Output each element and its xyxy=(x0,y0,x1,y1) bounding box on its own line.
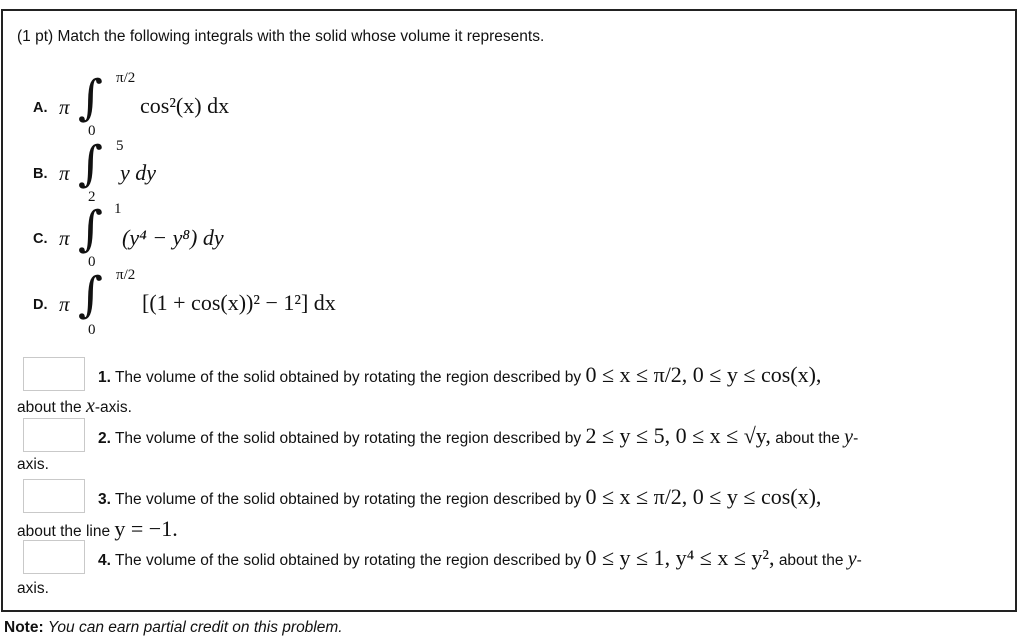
integrand: [(1 + cos(x))² − 1²] dx xyxy=(142,290,336,315)
lower-limit: 2 xyxy=(88,189,96,205)
axis-prefix: about the xyxy=(17,399,82,416)
pi-factor: π xyxy=(59,226,70,250)
partial-credit-note xyxy=(4,619,343,637)
problem-intro: (1 pt) Match the following integrals with the solid whose volume it represents. xyxy=(17,28,545,45)
lower-limit: 0 xyxy=(88,123,96,139)
integral-sign: ∫ xyxy=(78,201,104,257)
region-math: 0 ≤ x ≤ π/2, 0 ≤ y ≤ cos(x), xyxy=(585,484,822,509)
axis-prefix: about the line xyxy=(17,523,111,540)
pi-factor: π xyxy=(59,292,70,316)
question-number: 3. xyxy=(98,491,111,508)
pi-factor: π xyxy=(59,95,70,119)
pi-factor: π xyxy=(59,161,70,185)
upper-limit: 5 xyxy=(116,138,124,154)
question-text: The volume of the solid obtained by rotating the region described by xyxy=(114,430,582,447)
question-text: The volume of the solid obtained by rotating the region described by xyxy=(114,491,582,508)
axis-variable: x xyxy=(85,395,95,417)
answer-input-1[interactable] xyxy=(23,357,85,391)
upper-limit: π/2 xyxy=(116,70,136,86)
region-math: 2 ≤ y ≤ 5, 0 ≤ x ≤ √y, xyxy=(585,423,771,448)
upper-limit: π/2 xyxy=(116,267,136,283)
question-1 xyxy=(98,362,821,388)
note-text: You can earn partial credit on this problem. xyxy=(47,619,343,636)
question-number: 4. xyxy=(98,552,111,569)
integrand: cos²(x) dx xyxy=(140,93,230,118)
option-label: C. xyxy=(33,231,48,247)
region-math: 0 ≤ x ≤ π/2, 0 ≤ y ≤ cos(x), xyxy=(585,362,822,387)
integral-sign: ∫ xyxy=(78,267,104,323)
axis-prefix: about the xyxy=(778,552,844,569)
lower-limit: 0 xyxy=(88,254,96,270)
integral-sign: ∫ xyxy=(78,136,104,192)
lower-limit: 0 xyxy=(88,322,96,338)
axis-variable: y xyxy=(844,426,854,448)
integrand: y dy xyxy=(120,160,157,185)
question-text: The volume of the solid obtained by rotating the region described by xyxy=(114,552,582,569)
question-3-axis xyxy=(17,516,178,542)
axis-prefix: about the xyxy=(775,430,840,447)
question-4: 4. The volume of the solid obtained by rotating the region described by 0 ≤ y ≤ 1, y⁴ ≤ x ≤ y², about the y- xyxy=(98,545,862,570)
upper-limit: 1 xyxy=(114,201,122,217)
question-text: The volume of the solid obtained by rotating the region described by xyxy=(114,369,582,386)
question-1-axis xyxy=(17,395,132,418)
answer-input-4[interactable] xyxy=(23,540,85,574)
question-number: 2. xyxy=(98,430,111,447)
question-4-axis-wrap: axis. xyxy=(17,580,49,597)
answer-input-2[interactable] xyxy=(23,418,85,452)
option-label: A. xyxy=(33,100,48,116)
axis-suffix: -axis. xyxy=(94,399,132,416)
integrand: (y⁴ − y⁸) dy xyxy=(122,225,224,250)
question-2-axis-wrap: axis. xyxy=(17,456,49,473)
option-label: B. xyxy=(33,166,48,182)
region-math: 0 ≤ y ≤ 1, y⁴ ≤ x ≤ y², xyxy=(585,545,775,570)
question-number: 1. xyxy=(98,369,111,386)
question-3 xyxy=(98,484,821,510)
axis-variable: y xyxy=(847,548,857,570)
note-label: Note: xyxy=(4,619,44,636)
question-2: 2. The volume of the solid obtained by rotating the region described by 2 ≤ y ≤ 5, 0 ≤ x ≤ √y, about the y- xyxy=(98,423,859,448)
option-label: D. xyxy=(33,297,48,313)
axis-line: y = −1. xyxy=(114,516,178,541)
integral-sign: ∫ xyxy=(78,70,104,126)
answer-input-3[interactable] xyxy=(23,479,85,513)
